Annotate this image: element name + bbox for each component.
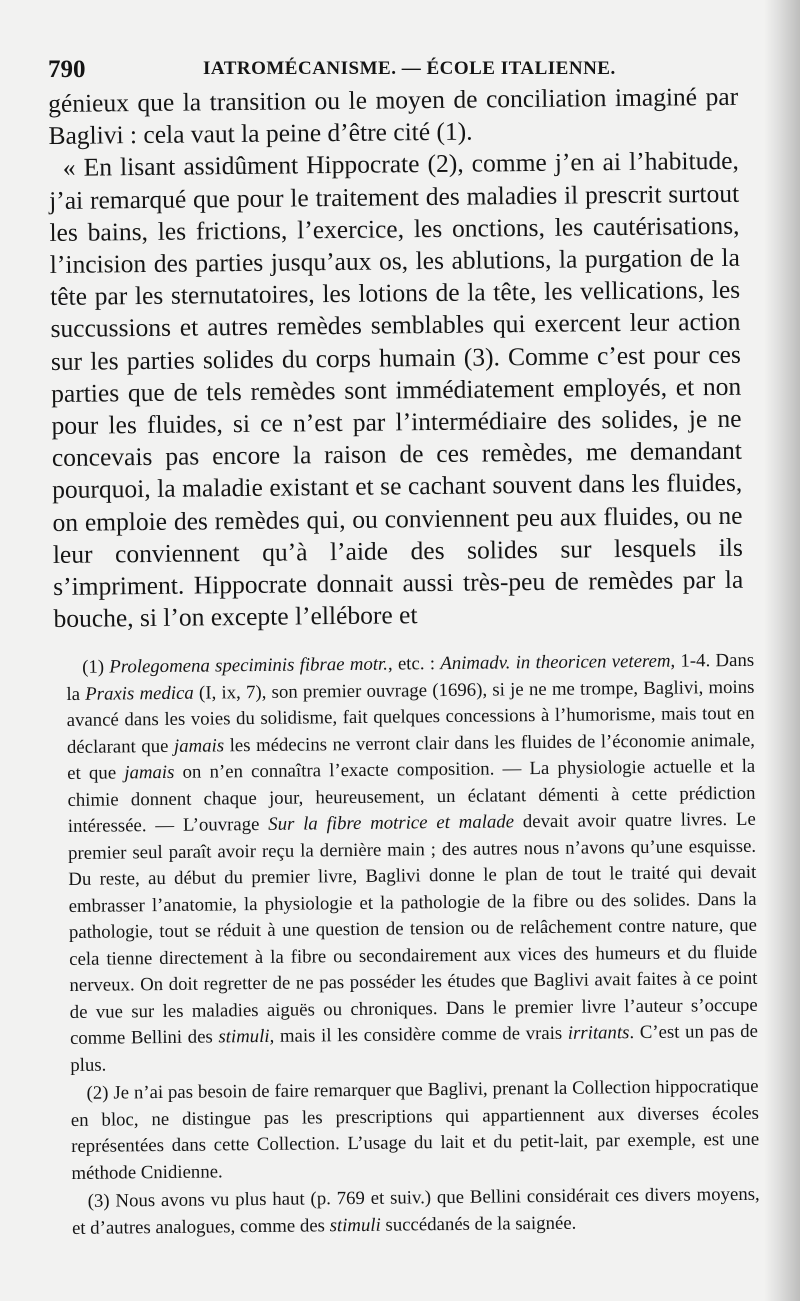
footnote-2-marker: (2) — [86, 1082, 109, 1104]
footnote-3-text-1: Nous avons vu plus haut (p. 769 et suiv.) que Bellini considérait ces divers moyens, et d’autres analogues, comme des — [71, 1183, 760, 1239]
footnote-separator — [48, 640, 738, 641]
footnote-1-italic-1: Prolegomena speciminis fibrae motr. — [109, 653, 389, 678]
footnote-1-italic-6: Sur la fibre motrice et malade — [268, 811, 515, 835]
footnotes — [66, 648, 760, 1242]
footnote-1-italic-2: Animadv. in theoricen veterem — [440, 650, 671, 675]
body-paragraph-2: « En lisant assidûment Hippocrate (2), comme j’en ai l’habitude, j’ai remarqué que pour le traitement des maladies il prescrit surtout les bains, les frictions, l’exercice, les onctions, les cautérisations, l’incision des parties jusqu’aux os, les ablutions, la purgation de la tête par les sternutatoires, les lotions de la tête, les vellications, les succussions et autres remèdes semblables qui exercent leur action sur les parties solides du corps humain (3). Comme c’est pour ces parties que de tels remèdes sont immédiatement employés, et non pour les fluides, si ce n’est par l’intermédiaire des solides, je ne concevais pas encore la raison de ces remèdes, me demandant pourquoi, la maladie existant et se cachant souvent dans les fluides, on emploie des remèdes qui, ou conviennent peu aux fluides, ou ne leur conviennent qu’à l’aide des solides sur lesquels ils s’impriment. Hippocrate donnait aussi très-peu de remèdes par la bouche, si l’on excepte l’ellébore et — [49, 146, 744, 634]
footnote-1 — [66, 648, 758, 1079]
footnote-2 — [70, 1074, 759, 1187]
page-edge-shadow — [764, 0, 800, 1301]
footnote-1-text-7: , mais il les considère comme de vrais — [269, 1022, 568, 1047]
footnote-3-italic-1: stimuli — [329, 1214, 381, 1236]
footnote-1-text-8: . C’est un pas de plus. — [70, 1020, 759, 1076]
footnote-1-italic-3: Praxis medica — [85, 682, 194, 705]
footnote-2-text: Je n’ai pas besoin de faire remarquer que Baglivi, prenant la Collection hippocratique en bloc, ne distingue pas les prescriptions qui appartiennent aux diverses écoles représentées dans cette Collection. L’usage du lait et du petit-lait, par exemple, est une méthode Cnidienne. — [70, 1075, 760, 1184]
footnote-1-text-6: devait avoir quatre livres. Le premier seul paraît avoir reçu la dernière main ; des autres nous n’avons qu’une esquisse. Du reste, au début du premier livre, Baglivi donne le plan de tout le traité qui devait embrasser l’anatomie, la physiologie et la pathologie de la fibre ou des solides. Dans la pathologie, tout se réduit à une question de tension ou de relâchement contre nature, que cela tienne directement à la fibre ou secondairement aux vices des humeurs et du fluide nerveux. On doit regretter de ne pas posséder les études que Baglivi avait faites à ce point de vue sur les maladies aiguës ou chroniques. Dans le premier livre l’auteur s’occupe comme Bellini des — [67, 808, 758, 1049]
footnote-1-text-4: les médecins ne verront clair dans les fluides de l’économie animale, et que — [67, 729, 756, 784]
footnote-3-marker: (3) — [87, 1190, 110, 1212]
footnote-1-italic-8: irritants — [567, 1022, 630, 1044]
footnote-1-italic-7: stimuli — [218, 1025, 270, 1048]
footnote-1-italic-5: jamais — [124, 761, 175, 784]
body-text — [48, 81, 744, 636]
footnote-1-text-3: (I, ix, 7), son premier ouvrage (1696), si je ne me trompe, Baglivi, moins avancé dans les voies du solidisme, fait quelques concessions à l’humorisme, mais tout en déclarant que — [66, 676, 755, 758]
footnote-3 — [72, 1182, 761, 1242]
footnote-1-text-1: , etc. : — [387, 653, 441, 675]
running-head: IATROMÉCANISME. — ÉCOLE ITALIENNE. — [203, 58, 616, 79]
page-number: 790 — [48, 56, 86, 83]
footnote-3-text-2: succédanés de la saignée. — [380, 1212, 577, 1236]
footnote-1-text-2: , 1-4. Dans la — [66, 649, 755, 705]
footnote-1-marker: (1) — [82, 656, 105, 678]
footnote-1-italic-4: jamais — [173, 734, 225, 757]
body-paragraph-1: génieux que la transition ou le moyen de conciliation imaginé par Baglivi : cela vaut la peine d’être cité (1). — [48, 81, 739, 151]
footnote-1-text-5: on n’en connaîtra l’exacte composition. — La physiologie actuelle et la chimie donnent chaque jour, heureusement, un éclatant démenti à cette prédiction intéressée. — L’ouvrage — [67, 755, 756, 837]
